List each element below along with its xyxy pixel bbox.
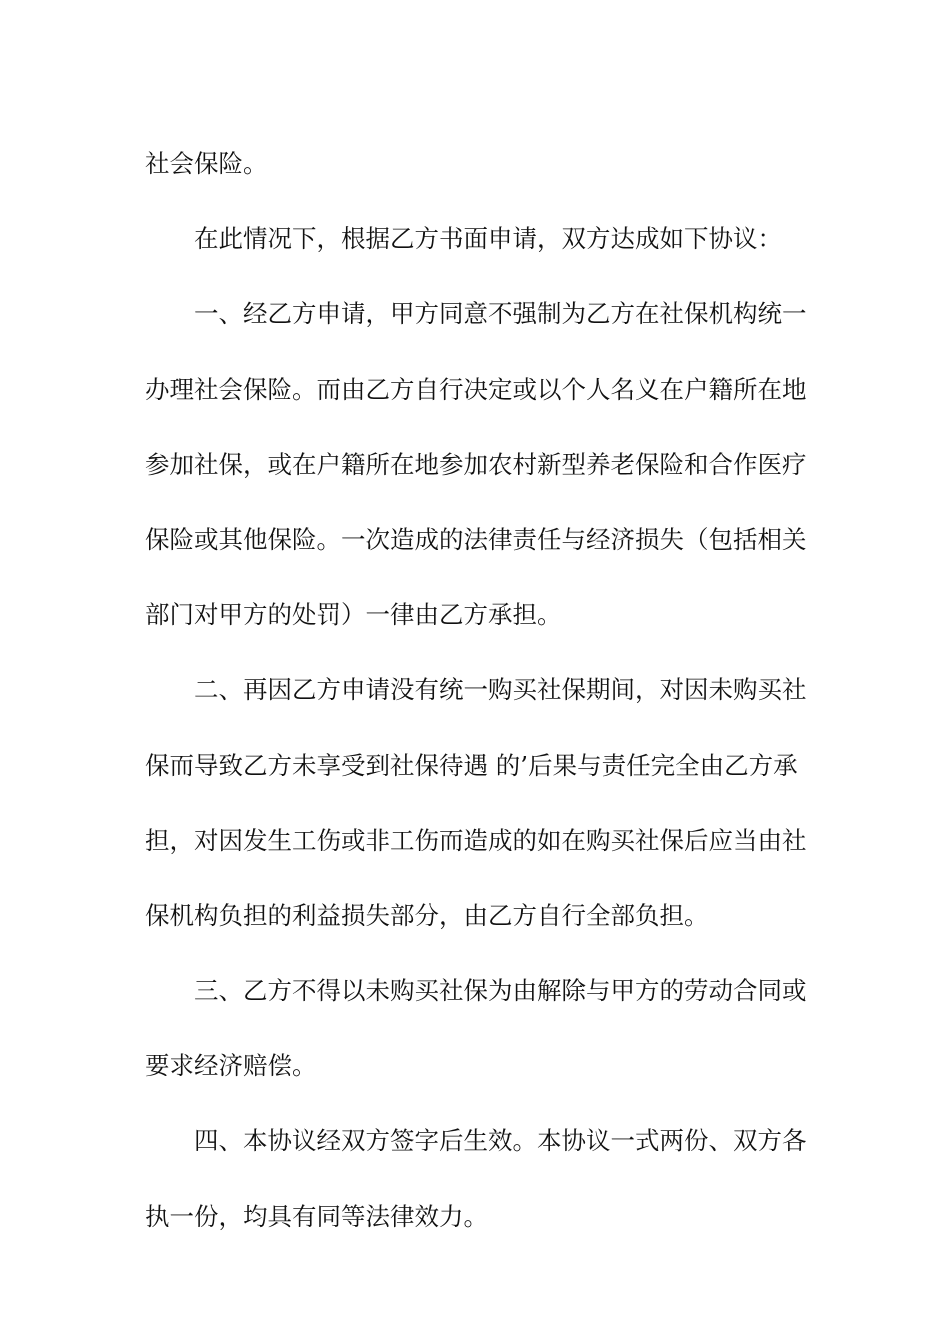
text-line: 一、经乙方申请，甲方同意不强制为乙方在社保机构统一 (194, 299, 807, 329)
text-line: 保机构负担的利益损失部分，由乙方自行全部负担。 (145, 900, 709, 930)
text-line: 三、乙方不得以未购买社保为由解除与甲方的劳动合同或 (194, 976, 807, 1006)
text-line: 办理社会保险。而由乙方自行决定或以个人名义在户籍所在地 (145, 374, 807, 404)
text-line: 保而导致乙方未享受到社保待遇 的’后果与责任完全由乙方承 (145, 750, 798, 780)
text-line: 二、再因乙方申请没有统一购买社保期间，对因未购买社 (194, 675, 807, 705)
text-line: 四、本协议经双方签字后生效。本协议一式两份、双方各 (194, 1126, 807, 1156)
text-line: 执一份，均具有同等法律效力。 (145, 1201, 488, 1231)
text-line: 参加社保，或在户籍所在地参加农村新型养老保险和合作医疗 (145, 449, 807, 479)
document-body (145, 126, 815, 1254)
text-line: 保险或其他保险。一次造成的法律责任与经济损失（包括相关 (145, 524, 807, 554)
text-line: 在此情况下，根据乙方书面申请，双方达成如下协议： (194, 224, 782, 254)
text-line: 部门对甲方的处罚）一律由乙方承担。 (145, 600, 562, 630)
text-line: 担，对因发生工伤或非工伤而造成的如在购买社保后应当由社 (145, 825, 807, 855)
text-line: 社会保险。 (145, 149, 268, 178)
text-line: 要求经济赔偿。 (145, 1051, 317, 1081)
